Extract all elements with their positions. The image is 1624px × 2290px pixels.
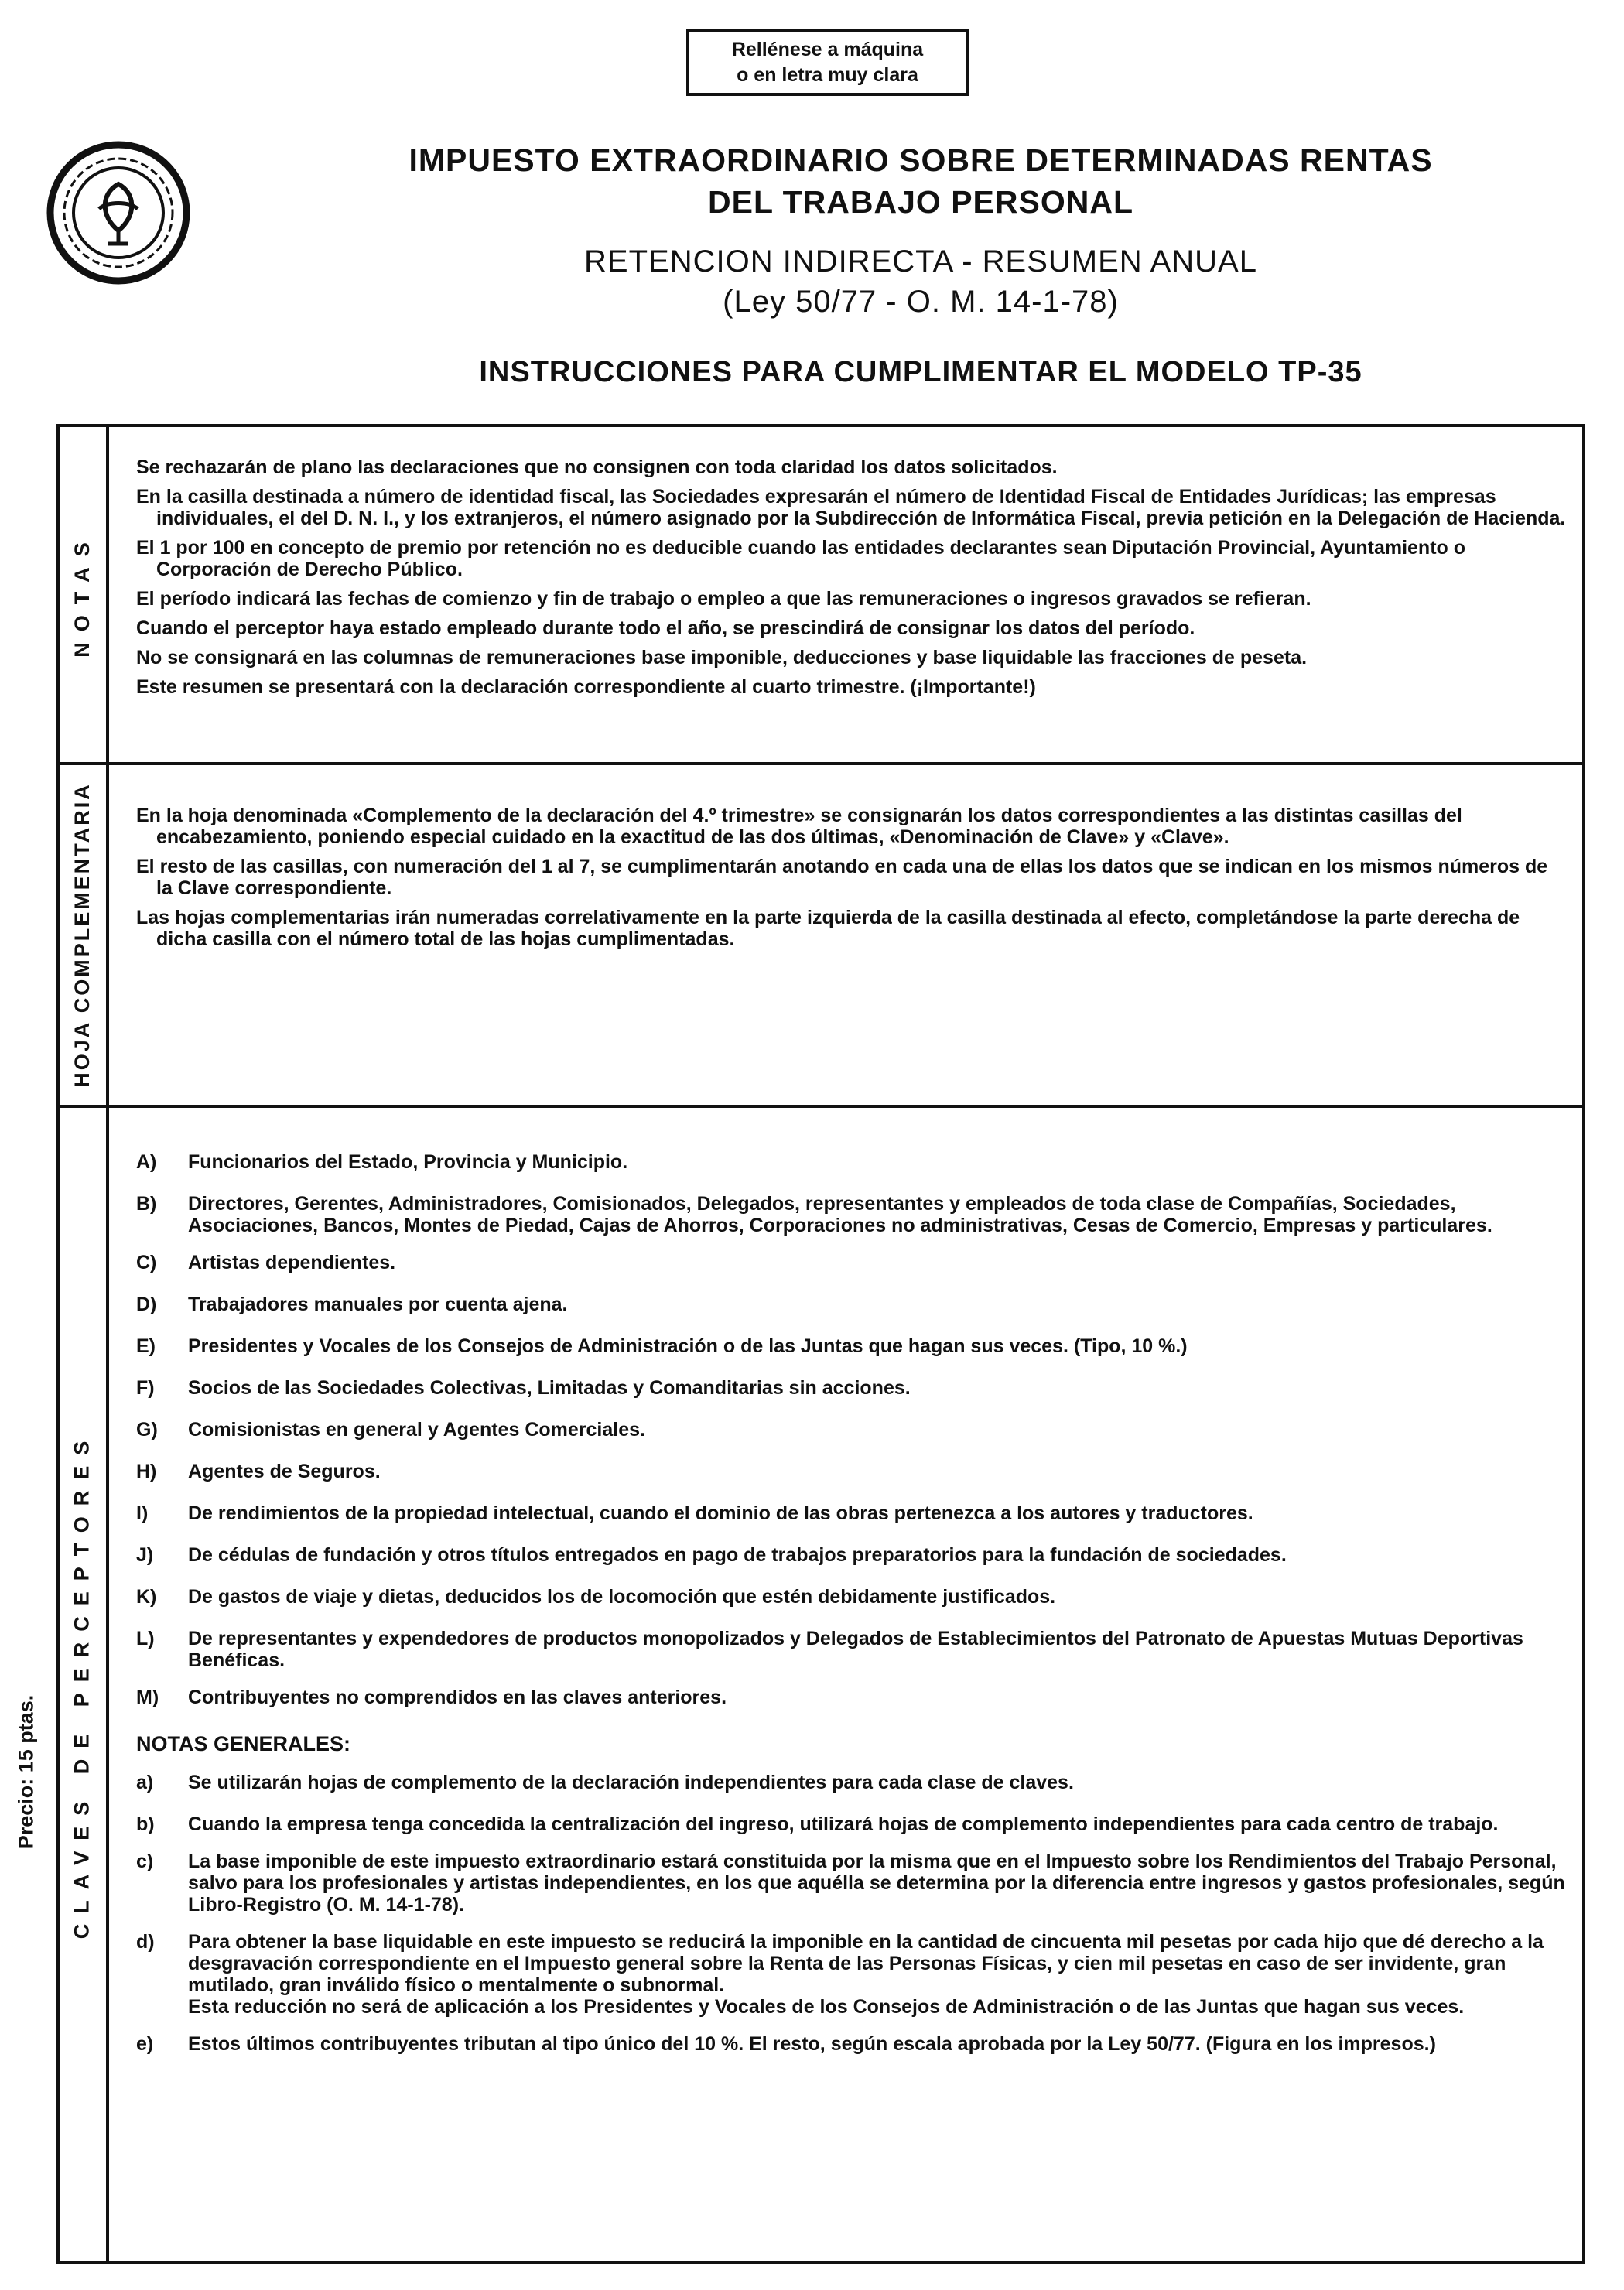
hoja-item: El resto de las casillas, con numeración del 1 al 7, se cumplimentarán anotando en cada una de ellas los datos que se indican en los mismos números de la Clave correspondiente. bbox=[136, 856, 1548, 899]
clave-row-e bbox=[136, 1335, 1568, 1357]
clave-key: F) bbox=[136, 1377, 155, 1399]
clave-text: Funcionarios del Estado, Provincia y Municipio. bbox=[188, 1151, 628, 1173]
nota-general-key: a) bbox=[136, 1772, 154, 1793]
hoja-complementaria-section bbox=[136, 805, 1568, 958]
clave-key: B) bbox=[136, 1193, 157, 1215]
notas-label: NOTAS bbox=[70, 531, 94, 658]
nota-general-a bbox=[136, 1772, 1568, 1793]
clave-key: C) bbox=[136, 1252, 157, 1273]
nota-general-text: Se utilizarán hojas de complemento de la declaración independientes para cada clase de claves. bbox=[188, 1772, 1074, 1793]
clave-key: A) bbox=[136, 1151, 157, 1173]
title-line1: IMPUESTO EXTRAORDINARIO SOBRE DETERMINADAS RENTAS bbox=[409, 142, 1433, 178]
nota-general-d bbox=[136, 1931, 1568, 2018]
nota-item: Cuando el perceptor haya estado empleado durante todo el año, se prescindirá de consignar los datos del período. bbox=[136, 617, 1195, 639]
clave-row-g bbox=[136, 1419, 1568, 1441]
nota-general-text: Cuando la empresa tenga concedida la centralización del ingreso, utilizará hojas de complemento independientes para cada centro de trabajo. bbox=[188, 1813, 1499, 1835]
price-label bbox=[3, 1687, 50, 1857]
hoja-complementaria-label: HOJA COMPLEMENTARIA bbox=[70, 782, 94, 1088]
nota-general-text-part1: Para obtener la base liquidable en este impuesto se reducirá la imponible en la cantidad de cincuenta mil pesetas por cada hijo que dé derecho a la desgravación correspondiente en el Impuesto general sobre la Renta de las Personas Físicas, y cien mil pesetas en caso de ser invidente, gran mutilado, gran inválido físico o mentalmente o subnormal. bbox=[188, 1931, 1544, 1996]
nota-general-c bbox=[136, 1851, 1568, 1916]
clave-key: J) bbox=[136, 1544, 154, 1566]
nota-general-e bbox=[136, 2033, 1568, 2055]
nota-item: No se consignará en las columnas de remuneraciones base imponible, deducciones y base liquidable las fracciones de peseta. bbox=[136, 647, 1308, 668]
clave-text: Directores, Gerentes, Administradores, Comisionados, Delegados, representantes y empleados de toda clase de Compañías, Sociedades, Asociaciones, Bancos, Montes de Piedad, Cajas de Ahorros, Corporaciones no administrativas, Cesas de Comercio, Empresas y particulares. bbox=[188, 1193, 1492, 1236]
clave-key: I) bbox=[136, 1502, 149, 1524]
clave-row-f bbox=[136, 1377, 1568, 1399]
clave-text: Agentes de Seguros. bbox=[188, 1461, 381, 1482]
nota-item: Este resumen se presentará con la declaración correspondiente al cuarto trimestre. (¡Importante!) bbox=[136, 676, 1036, 698]
clave-row-b bbox=[136, 1193, 1568, 1236]
clave-row-h bbox=[136, 1461, 1568, 1482]
clave-key: G) bbox=[136, 1419, 158, 1441]
notas-section bbox=[136, 456, 1568, 706]
clave-text: Presidentes y Vocales de los Consejos de Administración o de las Juntas que hagan sus veces. (Tipo, 10 %.) bbox=[188, 1335, 1188, 1357]
claves-section-label bbox=[56, 1108, 108, 2261]
clave-text: Contribuyentes no comprendidos en las claves anteriores. bbox=[188, 1687, 727, 1708]
clave-text: De cédulas de fundación y otros títulos entregados en pago de trabajos preparatorios para la fundación de sociedades. bbox=[188, 1544, 1287, 1566]
clave-text: Comisionistas en general y Agentes Comerciales. bbox=[188, 1419, 645, 1441]
fill-instruction-line2: o en letra muy clara bbox=[737, 64, 918, 86]
fill-instruction-line1: Rellénese a máquina bbox=[731, 39, 924, 60]
instructions-title: INSTRUCCIONES PARA CUMPLIMENTAR EL MODELO TP-35 bbox=[479, 356, 1362, 388]
clave-text: Artistas dependientes. bbox=[188, 1252, 396, 1273]
clave-row-c bbox=[136, 1252, 1568, 1273]
clave-row-k bbox=[136, 1586, 1568, 1608]
clave-row-a bbox=[136, 1151, 1568, 1173]
hoja-item: Las hojas complementarias irán numeradas correlativamente en la parte izquierda de la casilla destinada al efecto, completándose la parte derecha de dicha casilla con el número total de las hojas cumplimentadas. bbox=[136, 907, 1520, 950]
document-title bbox=[217, 139, 1624, 223]
fill-instruction-box bbox=[686, 29, 969, 96]
notas-section-label bbox=[56, 427, 108, 762]
nota-general-key: e) bbox=[136, 2033, 154, 2055]
clave-text: Trabajadores manuales por cuenta ajena. bbox=[188, 1294, 568, 1315]
clave-row-i bbox=[136, 1502, 1568, 1524]
nota-general-text: Estos últimos contribuyentes tributan al tipo único del 10 %. El resto, según escala aprobada por la Ley 50/77. (Figura en los impresos.) bbox=[188, 2033, 1436, 2055]
nota-general-key: d) bbox=[136, 1931, 155, 1953]
section-divider-2 bbox=[56, 1105, 1585, 1108]
hoja-item: En la hoja denominada «Complemento de la declaración del 4.º trimestre» se consignarán los datos correspondientes a las distintas casillas del encabezamiento, poniendo especial cuidado en la exactitud de las dos últimas, «Denominación de Clave» y «Clave». bbox=[136, 805, 1462, 848]
clave-row-m bbox=[136, 1687, 1568, 1708]
nota-general-key: c) bbox=[136, 1851, 154, 1872]
clave-key: E) bbox=[136, 1335, 156, 1357]
notas-generales-title: NOTAS GENERALES: bbox=[136, 1732, 351, 1755]
nota-general-text-part2: Esta reducción no será de aplicación a los Presidentes y Vocales de los Consejos de Administración o de las Juntas que hagan sus veces. bbox=[188, 1996, 1465, 2018]
title-line2: DEL TRABAJO PERSONAL bbox=[707, 184, 1134, 220]
clave-key: D) bbox=[136, 1294, 157, 1315]
nota-general-text: La base imponible de este impuesto extraordinario estará constituida por la misma que en el Impuesto sobre los Rendimientos del Trabajo Personal, salvo para los profesionales y artistas independientes, en los que aquélla se determina por la diferencia entre ingresos y gastos profesionales, según Libro-Registro (O. M. 14-1-78). bbox=[188, 1851, 1565, 1916]
nota-general-text bbox=[188, 1931, 1568, 2018]
clave-text: De rendimientos de la propiedad intelectual, cuando el dominio de las obras pertenezca a los autores y traductores. bbox=[188, 1502, 1253, 1524]
clave-text: Socios de las Sociedades Colectivas, Limitadas y Comanditarias sin acciones. bbox=[188, 1377, 911, 1399]
clave-key: H) bbox=[136, 1461, 157, 1482]
section-divider-1 bbox=[56, 762, 1585, 765]
clave-key: L) bbox=[136, 1628, 155, 1649]
claves-section bbox=[136, 1151, 1568, 2070]
clave-row-j bbox=[136, 1544, 1568, 1566]
clave-key: K) bbox=[136, 1586, 157, 1608]
nota-general-key: b) bbox=[136, 1813, 155, 1835]
price-text: Precio: 15 ptas. bbox=[14, 1694, 38, 1849]
nota-item: El período indicará las fechas de comienzo y fin de trabajo o empleo a que las remuneraciones o ingresos gravados se refieran. bbox=[136, 588, 1311, 610]
claves-label: CLAVES DE PERCEPTORES bbox=[70, 1430, 94, 1939]
nota-item: El 1 por 100 en concepto de premio por retención no es deducible cuando las entidades declarantes sean Diputación Provincial, Ayuntamiento o Corporación de Derecho Público. bbox=[136, 537, 1466, 580]
clave-text: De representantes y expendedores de productos monopolizados y Delegados de Establecimientos del Patronato de Apuestas Mutuas Deportivas Benéficas. bbox=[188, 1628, 1523, 1671]
law-reference: (Ley 50/77 - O. M. 14-1-78) bbox=[723, 285, 1119, 319]
clave-row-l bbox=[136, 1628, 1568, 1671]
clave-key: M) bbox=[136, 1687, 159, 1708]
nota-item: En la casilla destinada a número de identidad fiscal, las Sociedades expresarán el número de Identidad Fiscal de Entidades Jurídicas; las empresas individuales, el del D. N. I., y los extranjeros, el número asignado por la Subdirección de Informática Fiscal, previa petición en la Delegación de Hacienda. bbox=[136, 486, 1566, 529]
hoja-section-label bbox=[56, 765, 108, 1105]
nota-general-b bbox=[136, 1813, 1568, 1835]
clave-row-d bbox=[136, 1294, 1568, 1315]
clave-text: De gastos de viaje y dietas, deducidos los de locomoción que estén debidamente justificados. bbox=[188, 1586, 1056, 1608]
document-subtitle: RETENCION INDIRECTA - RESUMEN ANUAL bbox=[584, 244, 1257, 279]
official-seal-icon bbox=[45, 139, 192, 286]
nota-item: Se rechazarán de plano las declaraciones que no consignen con toda claridad los datos solicitados. bbox=[136, 456, 1058, 478]
